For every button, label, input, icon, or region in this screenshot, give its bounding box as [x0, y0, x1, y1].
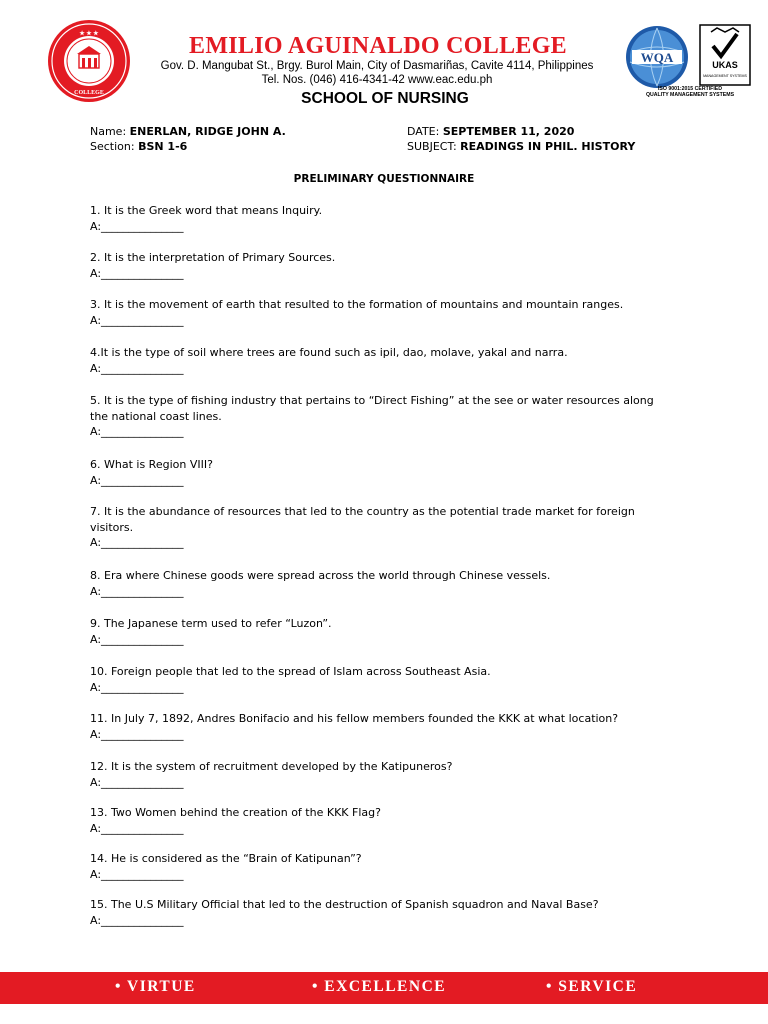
question-item: [90, 897, 690, 928]
question-item: [90, 297, 690, 328]
answer-line: A:_______________: [90, 584, 184, 598]
iso-line-2: QUALITY MANAGEMENT SYSTEMS: [645, 92, 735, 98]
question-text: 11. In July 7, 1892, Andres Bonifacio and his fellow members founded the KKK at what location?: [90, 712, 619, 725]
subject-label: SUBJECT:: [407, 140, 457, 153]
name-label: Name:: [90, 125, 127, 138]
question-item: [90, 616, 690, 647]
svg-text:UKAS: UKAS: [712, 60, 738, 70]
answer-line: A:_______________: [90, 425, 184, 438]
svg-text:MANAGEMENT SYSTEMS: MANAGEMENT SYSTEMS: [703, 74, 747, 78]
date-label: DATE:: [407, 125, 440, 138]
iso-line-1: ISO 9001:2015 CERTIFIED: [657, 86, 722, 92]
name-field: [90, 125, 286, 138]
footer-virtue: • VIRTUE: [115, 978, 196, 995]
date-field: [407, 125, 574, 138]
question-text: 15. The U.S Military Official that led to the destruction of Spanish squadron and Naval Base?: [90, 898, 599, 911]
svg-text:COLLEGE: COLLEGE: [74, 90, 104, 96]
answer-line: A:_______________: [90, 867, 184, 881]
student-name: ENERLAN, RIDGE JOHN A.: [129, 125, 286, 138]
student-section: BSN 1-6: [138, 140, 188, 153]
iso-certification: [620, 86, 760, 98]
subject-value: READINGS IN PHIL. HISTORY: [460, 140, 636, 153]
section-field: [90, 140, 187, 153]
question-text: 6. What is Region VIII?: [90, 458, 213, 471]
question-text: 13. Two Women behind the creation of the KKK Flag?: [90, 806, 381, 819]
subject-field: [407, 140, 635, 153]
answer-line: A:_______________: [90, 821, 184, 835]
answer-line: A:_______________: [90, 536, 184, 549]
svg-text:★ ★ ★: ★ ★ ★: [79, 31, 99, 37]
question-item: [90, 711, 690, 742]
question-text: 7. It is the abundance of resources that led to the country as the potential trade market for foreign visitors.: [90, 505, 635, 534]
question-item: [90, 250, 690, 281]
college-name: EMILIO AGUINALDO COLLEGE: [189, 33, 567, 59]
question-item: [90, 568, 690, 599]
question-text: 12. It is the system of recruitment developed by the Katipuneros?: [90, 760, 453, 773]
questionnaire-title: PRELIMINARY QUESTIONNAIRE: [293, 173, 475, 185]
answer-line: A:_______________: [90, 632, 184, 646]
answer-line: A:_______________: [90, 680, 184, 694]
question-text: 8. Era where Chinese goods were spread across the world through Chinese vessels.: [90, 569, 551, 582]
question-text: 9. The Japanese term used to refer “Luzon”.: [90, 617, 332, 630]
question-item: [90, 457, 690, 488]
school-name: SCHOOL OF NURSING: [301, 90, 469, 107]
section-label: Section:: [90, 140, 135, 153]
answer-line: A:_______________: [90, 473, 184, 487]
footer-excellence: • EXCELLENCE: [312, 978, 447, 995]
question-text: 10. Foreign people that led to the spread of Islam across Southeast Asia.: [90, 665, 491, 678]
svg-text:WQA: WQA: [640, 50, 674, 65]
answer-line: A:_______________: [90, 313, 184, 327]
question-text: 3. It is the movement of earth that resulted to the formation of mountains and mountain ranges.: [90, 298, 624, 311]
question-text: 5. It is the type of fishing industry that pertains to “Direct Fishing” at the see or water resources along the national coast lines.: [90, 394, 654, 423]
college-address: Gov. D. Mangubat St., Brgy. Burol Main, City of Dasmariñas, Cavite 4114, Philippines: [160, 60, 594, 72]
answer-line: A:_______________: [90, 775, 184, 789]
question-item: [90, 664, 690, 695]
question-item: [90, 759, 690, 790]
date-value: SEPTEMBER 11, 2020: [442, 125, 575, 138]
footer-service: • SERVICE: [546, 978, 638, 995]
college-contact: Tel. Nos. (046) 416-4341-42 www.eac.edu.ph: [261, 74, 493, 86]
answer-line: A:_______________: [90, 266, 184, 280]
question-text: 2. It is the interpretation of Primary Sources.: [90, 251, 336, 264]
ukas-logo: [699, 24, 751, 86]
question-item: [90, 393, 670, 440]
question-item: [90, 805, 690, 836]
question-text: 4.It is the type of soil where trees are found such as ipil, dao, molave, yakal and narra.: [90, 346, 568, 359]
answer-line: A:_______________: [90, 727, 184, 741]
question-item: [90, 851, 690, 882]
answer-line: A:_______________: [90, 219, 184, 233]
question-text: 14. He is considered as the “Brain of Katipunan”?: [90, 852, 362, 865]
question-text: 1. It is the Greek word that means Inquiry.: [90, 204, 323, 217]
college-seal-logo: [46, 18, 132, 104]
answer-line: A:_______________: [90, 361, 184, 375]
answer-line: A:_______________: [90, 913, 184, 927]
question-item: [90, 345, 690, 376]
wqa-logo: [624, 24, 690, 90]
college-address-block: [134, 59, 620, 87]
question-item: [90, 203, 690, 234]
question-item: [90, 504, 655, 551]
